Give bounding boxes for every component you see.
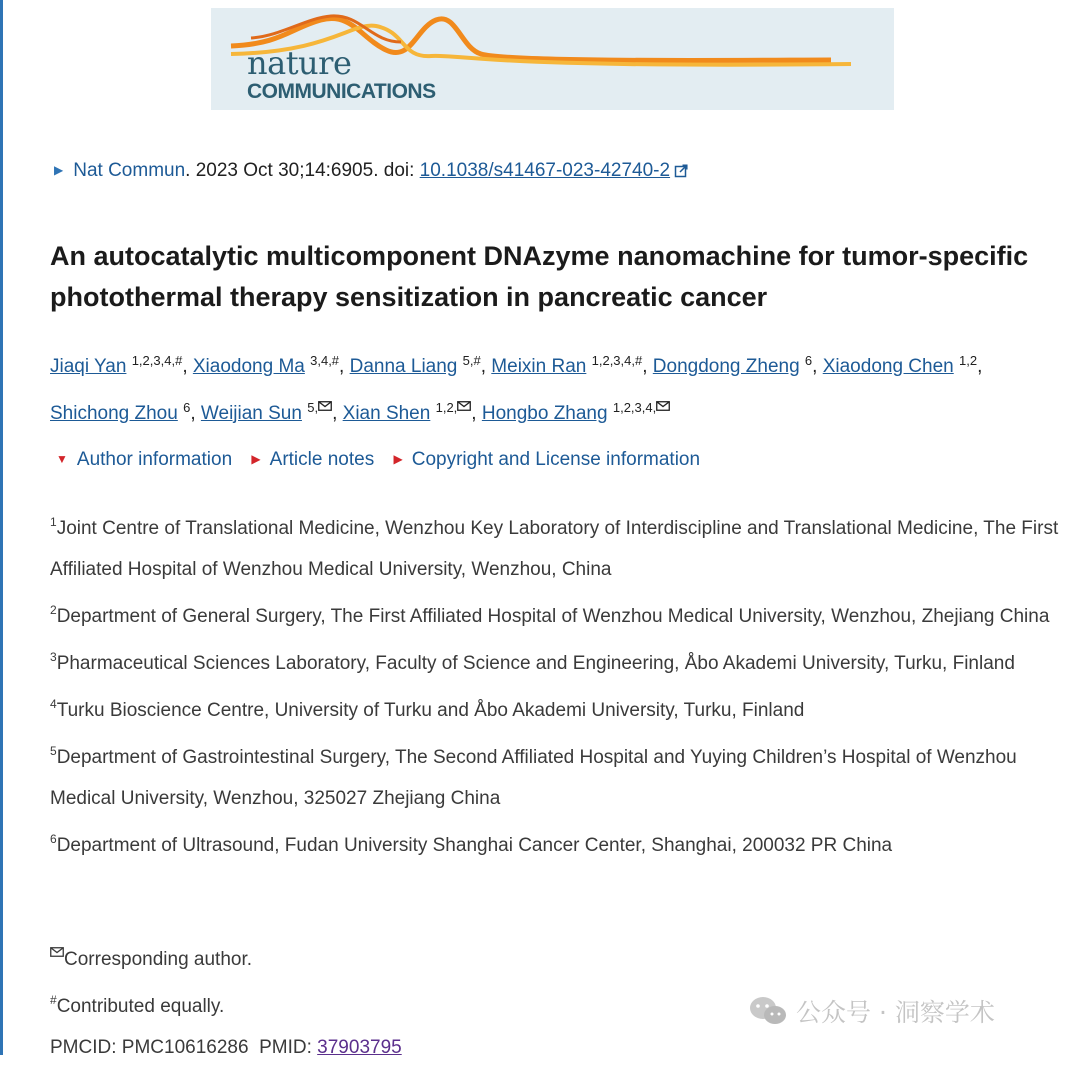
author-information-toggle[interactable] bbox=[56, 449, 232, 470]
author-link[interactable]: Xiaodong Chen bbox=[822, 356, 954, 377]
author-sep: , bbox=[190, 403, 201, 424]
envelope-icon[interactable] bbox=[318, 401, 332, 411]
author-affil-sup: 1,2 bbox=[959, 353, 978, 368]
corresponding-text: Corresponding author. bbox=[64, 949, 253, 970]
affiliation-text: Pharmaceutical Sciences Laboratory, Faculty of Science and Engineering, Åbo Akademi University, Turku, Finland bbox=[56, 653, 1015, 674]
author-information-label[interactable]: Author information bbox=[76, 449, 233, 470]
author-link[interactable]: Meixin Ran bbox=[491, 356, 587, 377]
affiliation-number: 6 bbox=[50, 832, 57, 846]
author-link[interactable]: Xiaodong Ma bbox=[192, 356, 305, 377]
copyright-license-label[interactable]: Copyright and License information bbox=[411, 449, 701, 470]
pmid-link[interactable]: 37903795 bbox=[317, 1037, 402, 1058]
journal-link[interactable]: Nat Commun bbox=[73, 160, 186, 181]
pmid-label: PMID: bbox=[259, 1037, 318, 1058]
author-affil-num: 5, bbox=[307, 400, 319, 415]
author-sep: , bbox=[332, 403, 343, 424]
affiliation-number: 2 bbox=[50, 603, 57, 617]
affiliation-text: Department of Ultrasound, Fudan University Shanghai Cancer Center, Shanghai, 200032 PR China bbox=[56, 835, 893, 856]
author-sep: , bbox=[182, 356, 193, 377]
author-link[interactable]: Danna Liang bbox=[349, 356, 458, 377]
envelope-icon[interactable] bbox=[656, 401, 670, 411]
author-affil-sup: 3,4,# bbox=[310, 353, 340, 368]
watermark-text: 公众号 · 洞察学术 bbox=[796, 998, 995, 1027]
author-sep: , bbox=[977, 356, 983, 377]
journal-banner[interactable] bbox=[211, 8, 894, 110]
identifiers bbox=[50, 1027, 402, 1068]
citation-line bbox=[54, 160, 688, 182]
author-affil-sup: 1,2,3,4,# bbox=[131, 353, 183, 368]
affiliation-text: Department of Gastrointestinal Surgery, The Second Affiliated Hospital and Yuying Children’s Hospital of Wenzhou Medical University, Wenzhou, 325027 Zhejiang China bbox=[50, 747, 1017, 809]
contributed-note bbox=[50, 980, 402, 1027]
author-link[interactable]: Hongbo Zhang bbox=[481, 403, 608, 424]
author-affil-sup: 6 bbox=[804, 353, 813, 368]
wechat-watermark bbox=[748, 993, 995, 1029]
author-affil-sup: 1,2,3,4,# bbox=[591, 353, 643, 368]
author-affil-sup: 6 bbox=[183, 400, 191, 415]
doi-link[interactable]: 10.1038/s41467-023-42740-2 bbox=[419, 160, 671, 181]
logo-line2: COMMUNICATIONS bbox=[247, 80, 436, 103]
author-affil-sup: 5,# bbox=[462, 353, 481, 368]
affiliation-text: Joint Centre of Translational Medicine, Wenzhou Key Laboratory of Interdiscipline and Translational Medicine, The First Affiliated Hospital of Wenzhou Medical University, Wenzhou, China bbox=[50, 518, 1059, 580]
envelope-sup bbox=[50, 946, 64, 960]
author-link[interactable]: Weijian Sun bbox=[200, 403, 302, 424]
author-sep: , bbox=[471, 403, 482, 424]
collapsed-triangle-icon: ▶ bbox=[393, 452, 403, 466]
article-notes-toggle[interactable] bbox=[251, 449, 374, 470]
author-link[interactable]: Shichong Zhou bbox=[50, 403, 178, 424]
author-sep: , bbox=[339, 356, 350, 377]
author-link[interactable]: Jiaqi Yan bbox=[50, 356, 127, 377]
affiliation-text: Department of General Surgery, The First Affiliated Hospital of Wenzhou Medical University, Wenzhou, Zhejiang China bbox=[56, 606, 1050, 627]
author-affil-sup bbox=[436, 400, 472, 415]
citation-details: . 2023 Oct 30;14:6905. doi: bbox=[185, 160, 420, 181]
article-info-toggles bbox=[56, 449, 714, 471]
article-title: An autocatalytic multicomponent DNAzyme nanomachine for tumor-specific photothermal therapy sensitization in pancreatic cancer bbox=[50, 241, 1029, 312]
author-sep: , bbox=[642, 356, 653, 377]
article-notes-label[interactable]: Article notes bbox=[269, 449, 375, 470]
expand-triangle-icon: ▶ bbox=[54, 163, 64, 177]
logo-line1: nature bbox=[247, 44, 352, 82]
affiliation-item bbox=[50, 731, 1065, 819]
affiliation-number: 4 bbox=[50, 697, 57, 711]
affiliation-item bbox=[50, 684, 1065, 731]
affiliation-item bbox=[50, 819, 1065, 866]
contributed-text: Contributed equally. bbox=[56, 996, 225, 1017]
envelope-icon[interactable] bbox=[457, 401, 471, 411]
author-affil-num: 1,2, bbox=[435, 400, 458, 415]
author-affil-sup bbox=[307, 400, 332, 415]
author-sep: , bbox=[480, 356, 492, 377]
affiliation-text: Turku Bioscience Centre, University of Turku and Åbo Akademi University, Turku, Finland bbox=[56, 700, 805, 721]
affiliation-item bbox=[50, 590, 1065, 637]
affiliation-number: 5 bbox=[50, 744, 57, 758]
author-affil-num: 1,2,3,4, bbox=[612, 400, 657, 415]
affiliation-number: 3 bbox=[50, 650, 57, 664]
expanded-triangle-icon: ▼ bbox=[56, 452, 68, 466]
author-affil-sup bbox=[613, 400, 670, 415]
author-notes bbox=[50, 933, 402, 1068]
pmcid-text: PMCID: PMC10616286 bbox=[50, 1037, 249, 1058]
left-border bbox=[0, 0, 3, 1055]
external-link-icon[interactable] bbox=[674, 164, 688, 178]
author-link[interactable]: Xian Shen bbox=[342, 403, 431, 424]
wechat-icon bbox=[748, 994, 788, 1028]
affiliation-item bbox=[50, 502, 1065, 590]
contrib-mark: # bbox=[50, 993, 57, 1007]
affiliation-list bbox=[50, 502, 1065, 866]
copyright-license-toggle[interactable] bbox=[393, 449, 700, 470]
corresponding-note bbox=[50, 933, 402, 980]
author-link[interactable]: Dongdong Zheng bbox=[652, 356, 800, 377]
envelope-icon bbox=[50, 947, 64, 957]
affiliation-item bbox=[50, 637, 1065, 684]
collapsed-triangle-icon: ▶ bbox=[251, 452, 261, 466]
author-sep: , bbox=[812, 356, 823, 377]
author-list bbox=[50, 340, 1060, 434]
affiliation-number: 1 bbox=[50, 515, 57, 529]
